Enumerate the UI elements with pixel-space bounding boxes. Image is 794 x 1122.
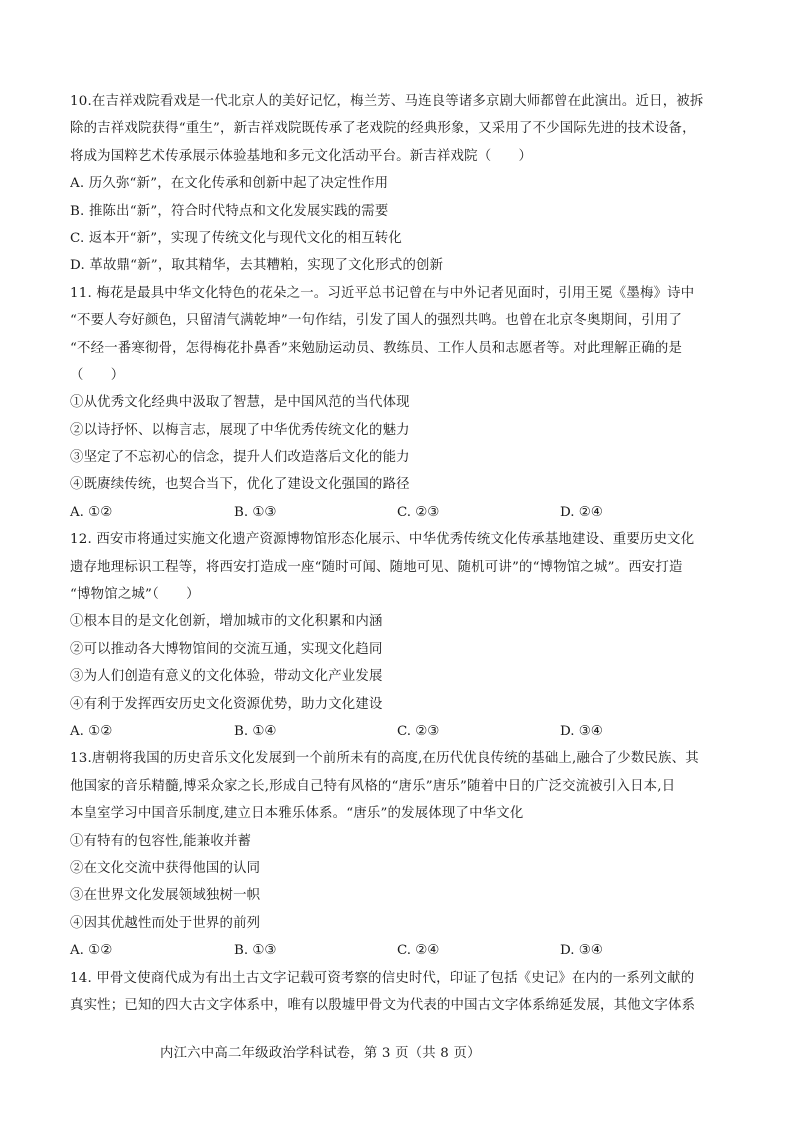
question-text-line: 14. 甲骨文使商代成为有出土古文字记载可资考察的信史时代，印证了包括《史记》在内的一系列文献的 (70, 970, 695, 986)
option-d: D. ③④ (560, 943, 603, 959)
question-12 (70, 526, 724, 745)
statement-item: ①有特有的包容性,能兼收并蓄 (70, 833, 252, 849)
question-11 (70, 280, 724, 527)
question-text-line: “不经一番寒彻骨，怎得梅花扑鼻香”来勉励运动员、教练员、工作人员和志愿者等。对此理解正确的是 (70, 340, 683, 356)
statement-item: ②在文化交流中获得他国的认同 (70, 860, 261, 876)
question-10 (70, 88, 724, 280)
question-14 (70, 965, 724, 1020)
option-b: B. ①④ (234, 723, 277, 739)
statement-item: ①从优秀文化经典中汲取了智慧，是中国风范的当代体现 (70, 395, 410, 411)
question-text-line: 本皇室学习中国音乐制度,建立日本雅乐体系。“唐乐”的发展体现了中华文化 (70, 806, 524, 822)
option-b: B. ①③ (234, 943, 277, 959)
question-text-line: 他国家的音乐精髓,博采众家之长,形成自己特有风格的“唐乐”唐乐”随着中日的广泛交流被引入日本,日 (70, 778, 676, 794)
answer-options (70, 937, 724, 964)
question-text-line: “博物馆之城”（ ） (70, 587, 200, 603)
statement-item: ③坚定了不忘初心的信念，提升人们改造落后文化的能力 (70, 450, 410, 466)
question-text-line: 12. 西安市将通过实施文化遗产资源博物馆形态化展示、中华优秀传统文化传承基地建设、重要历史文化 (70, 532, 695, 548)
statement-item: ③在世界文化发展领域独树一帜 (70, 888, 261, 904)
statement-item: ④因其优越性而处于世界的前列 (70, 915, 261, 931)
option-c: C. ②④ (397, 943, 440, 959)
statement-item: ②以诗抒怀、以梅言志，展现了中华优秀传统文化的魅力 (70, 422, 410, 438)
question-text-line: 真实性；已知的四大古文字体系中，唯有以殷墟甲骨文为代表的中国古文字体系绵延发展，其他文字体系 (70, 997, 696, 1013)
statement-item: ①根本目的是文化创新，增加城市的文化积累和内涵 (70, 614, 383, 630)
option-d: D. ③④ (560, 723, 603, 739)
statement-item: ④既赓续传统，也契合当下，优化了建设文化强国的路径 (70, 477, 410, 493)
question-13 (70, 745, 724, 964)
page-footer: 内江六中高二年级政治学科试卷，第 3 页（共 8 页） (160, 1046, 481, 1061)
statement-item: ③为人们创造有意义的文化体验，带动文化产业发展 (70, 669, 383, 685)
exam-page (70, 88, 724, 1019)
question-text-line: 遗存地理标识工程等，将西安打造成一座“随时可闻、随地可见、随机可讲”的“博物馆之城”。西安打造 (70, 559, 683, 575)
option-c: C. ②③ (397, 504, 440, 520)
option-a: A. ①② (70, 943, 113, 959)
answer-options (70, 499, 724, 526)
option-a: A. ①② (70, 723, 113, 739)
option-a: A. 历久弥“新”，在文化传承和创新中起了决定性作用 (70, 176, 389, 192)
question-text-line: （ ） (70, 367, 125, 383)
question-text-line: 将成为国粹艺术传承展示体验基地和多元文化活动平台。新吉祥戏院（ ） (70, 148, 533, 164)
option-b: B. 推陈出“新”，符合时代特点和文化发展实践的需要 (70, 203, 389, 219)
statement-item: ②可以推动各大博物馆间的交流互通，实现文化趋同 (70, 641, 383, 657)
option-b: B. ①③ (234, 504, 277, 520)
option-d: D. ②④ (560, 504, 603, 520)
answer-options (70, 718, 724, 745)
question-text-line: 10.在吉祥戏院看戏是一代北京人的美好记忆，梅兰芳、马连良等诸多京剧大师都曾在此演出。近日，被拆 (70, 94, 704, 109)
question-text-line: 11. 梅花是最具中华文化特色的花朵之一。习近平总书记曾在与中外记者见面时，引用王冕《墨梅》诗中 (70, 285, 695, 301)
question-text-line: 13.唐朝将我国的历史音乐文化发展到一个前所未有的高度,在历代优良传统的基础上,融合了少数民族、其 (70, 751, 699, 767)
statement-item: ④有利于发挥西安历史文化资源优势，助力文化建设 (70, 696, 383, 712)
option-c: C. ②③ (397, 723, 440, 739)
question-text-line: 除的吉祥戏院获得“重生”，新吉祥戏院既传承了老戏院的经典形象，又采用了不少国际先进的技术设备， (70, 121, 696, 137)
question-text-line: “不要人夸好颜色，只留清气满乾坤”一句作结，引发了国人的强烈共鸣。也曾在北京冬奥期间，引用了 (70, 313, 683, 329)
option-c: C. 返本开“新”，实现了传统文化与现代文化的相互转化 (70, 230, 402, 246)
option-a: A. ①② (70, 504, 113, 520)
option-d: D. 革故鼎“新”，取其精华，去其糟粕，实现了文化形式的创新 (70, 258, 444, 274)
